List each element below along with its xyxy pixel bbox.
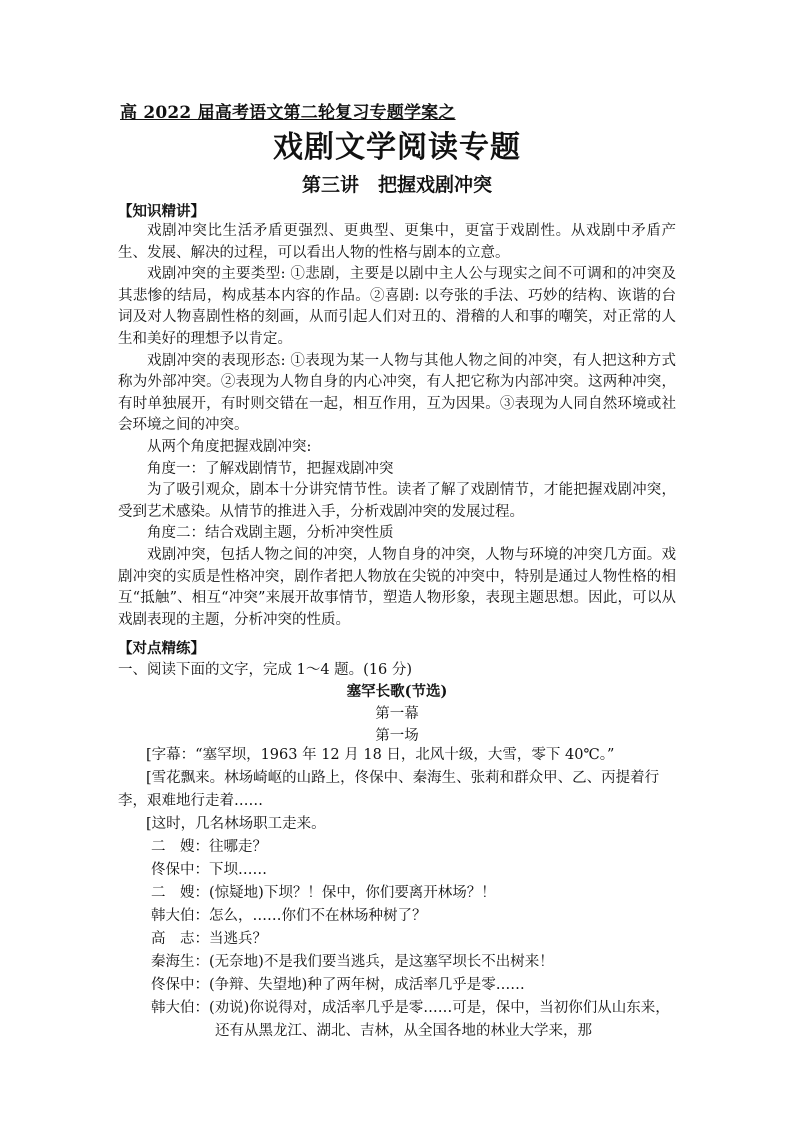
knowledge-body bbox=[118, 221, 676, 631]
knowledge-paragraph: 从两个角度把握戏剧冲突: bbox=[147, 438, 312, 455]
knowledge-heading: 【知识精讲】 bbox=[118, 203, 205, 220]
dialogue-line: 二 嫂：(惊疑地)下坝？！保中，你们要离开林场？！ bbox=[151, 885, 496, 901]
practice-heading: 【对点精练】 bbox=[118, 640, 205, 657]
stage-direction: [字幕：“塞罕坝，1963 年 12 月 18 日，北风十级，大雪，零下 40℃。” bbox=[146, 747, 615, 763]
lecture-subtitle: 第三讲 把握戏剧冲突 bbox=[301, 174, 492, 196]
knowledge-paragraph: 戏剧冲突的表现形态: ①表现为某一人物与其他人物之间的冲突，有人把这种方式称为外部冲突。②表现为人物自身的内心冲突，有人把它称为内部冲突。这两种冲突，有时单独展开，有时则交错在一起，相互作用，互为因果。③表现为人同自然环境或社会环境之间的冲突。 bbox=[118, 352, 676, 434]
knowledge-paragraph: 角度二：结合戏剧主题，分析冲突性质 bbox=[147, 525, 394, 542]
dialogue-line: 韩大伯：(劝说)你说得对，成活率几乎是零……可是，保中，当初你们从山东来，还有从黑龙江、湖北、吉林，从全国各地的林业大学来，那 bbox=[151, 1000, 670, 1039]
knowledge-paragraph: 为了吸引观众，剧本十分讲究情节性。读者了解了戏剧情节，才能把握戏剧冲突，受到艺术感染。从情节的推进入手，分析戏剧冲突的发展过程。 bbox=[118, 482, 676, 520]
dialogue-line: 高 志：当逃兵？ bbox=[151, 931, 267, 947]
act-label: 第一幕 bbox=[375, 706, 419, 722]
dialogue-line: 佟保中：(争辩、失望地)种了两年树，成活率几乎是零…… bbox=[151, 977, 525, 993]
dialogue-line: 佟保中：下坝…… bbox=[151, 862, 267, 878]
play-script bbox=[118, 744, 678, 1043]
scene-label: 第一场 bbox=[375, 728, 419, 744]
question-intro: 一、阅读下面的文字，完成 1～4 题。(16 分) bbox=[118, 662, 413, 678]
knowledge-paragraph: 戏剧冲突比生活矛盾更强烈、更典型、更集中，更富于戏剧性。从戏剧中矛盾产生、发展、解决的过程，可以看出人物的性格与剧本的立意。 bbox=[118, 223, 676, 261]
dialogue-line: 二 嫂：往哪走？ bbox=[151, 839, 267, 855]
stage-direction: [雪花飘来。林场崎岖的山路上，佟保中、秦海生、张莉和群众甲、乙、丙提着行李，艰难地行走着…… bbox=[118, 770, 660, 809]
dialogue-line: 秦海生：(无奈地)不是我们要当逃兵，是这塞罕坝长不出树来！ bbox=[151, 954, 554, 970]
dialogue-line: 韩大伯：怎么，……你们不在林场种树了？ bbox=[151, 908, 427, 924]
page-title: 戏剧文学阅读专题 bbox=[273, 130, 521, 165]
knowledge-paragraph: 戏剧冲突的主要类型: ①悲剧，主要是以剧中主人公与现实之间不可调和的冲突及其悲惨的结局，构成基本内容的作品。②喜剧: 以夸张的手法、巧妙的结构、诙谐的台词及对人物喜剧性格的刻画，从而引起人们对丑的、滑稽的人和事的嘲笑，对正常的人生和美好的理想予以肯定。 bbox=[118, 266, 676, 347]
play-title: 塞罕长歌(节选) bbox=[346, 683, 448, 700]
stage-direction: [这时，几名林场职工走来。 bbox=[146, 816, 326, 832]
knowledge-paragraph: 角度一：了解戏剧情节，把握戏剧冲突 bbox=[147, 460, 394, 477]
knowledge-paragraph: 戏剧冲突，包括人物之间的冲突，人物自身的冲突，人物与环境的冲突几方面。戏剧冲突的实质是性格冲突，剧作者把人物放在尖锐的冲突中，特别是通过人物性格的相互“抵触”、相互“冲突”来展开故事情节，塑造人物形象，表现主题思想。因此，可以从戏剧表现的主题，分析冲突的性质。 bbox=[118, 546, 676, 628]
series-title: 高 2022 届高考语文第二轮复习专题学案之 bbox=[120, 103, 456, 123]
